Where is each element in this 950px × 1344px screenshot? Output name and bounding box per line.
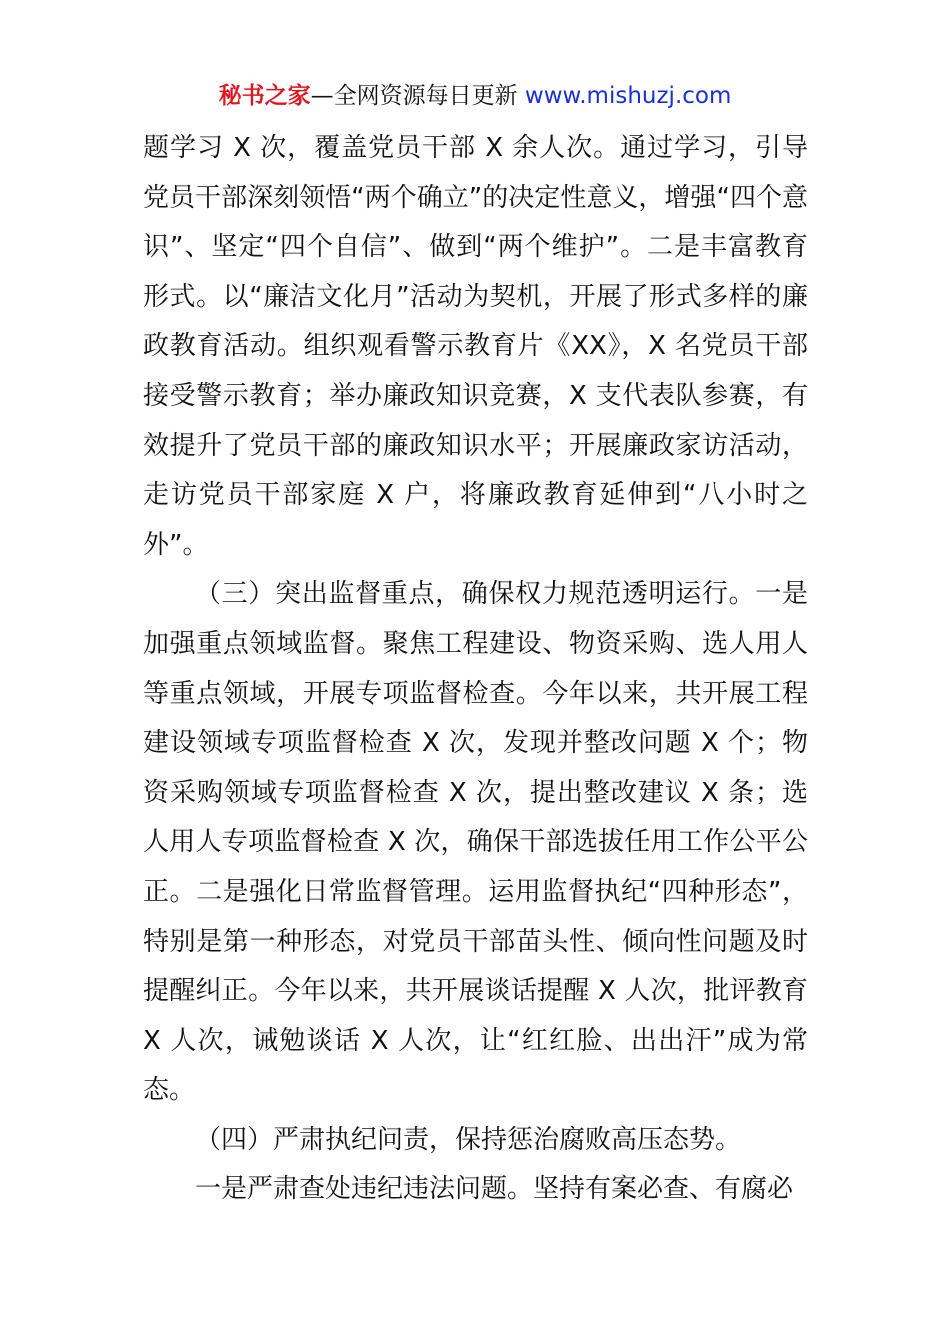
paragraph-continued: 题学习 X 次，覆盖党员干部 X 余人次。通过学习，引导党员干部深刻领悟“两个确立”的决定性意义，增强“四个意识”、坚定“四个自信”、做到“两个维护”。二是丰富教育形式。以“廉洁文化月”活动为契机，开展了形式多样的廉政教育活动。组织观看警示教育片《XX》，X 名党员干部接受警示教育；举办廉政知识竞赛，X 支代表队参赛，有效提升了党员干部的廉政知识水平；开展廉政家访活动，走访党员干部家庭 X 户，将廉政教育延伸到“八小时之外”。 [143,133,808,560]
site-brand: 秘书之家 [218,83,311,109]
document-body [143,124,808,1215]
site-tagline: —全网资源每日更新 [310,83,525,109]
page-header [0,80,950,112]
site-url-link[interactable]: www.mishuzj.com [524,83,732,109]
paragraph-section-four-heading: （四）严肃执纪问责，保持惩治腐败高压态势。 [195,1124,742,1155]
paragraph-section-three: （三）突出监督重点，确保权力规范透明运行。一是加强重点领域监督。聚焦工程建设、物资采购、选人用人等重点领域，开展专项监督检查。今年以来，共开展工程建设领域专项监督检查 X 次，发现并整改问题 X 个；物资采购领域专项监督检查 X 次，提出整改建议 X 条；选人用人专项监督检查 X 次，确保干部选拔任用工作公平公正。二是强化日常监督管理。运用监督执纪“四种形态”，特别是第一种形态，对党员干部苗头性、倾向性问题及时提醒纠正。今年以来，共开展谈话提醒 X 人次，批评教育 X 人次，诫勉谈话 X 人次，让“红红脸、出出汗”成为常态。 [143,579,808,1106]
paragraph-section-four-body: 一是严肃查处违纪违法问题。坚持有案必查、有腐必 [195,1174,794,1205]
